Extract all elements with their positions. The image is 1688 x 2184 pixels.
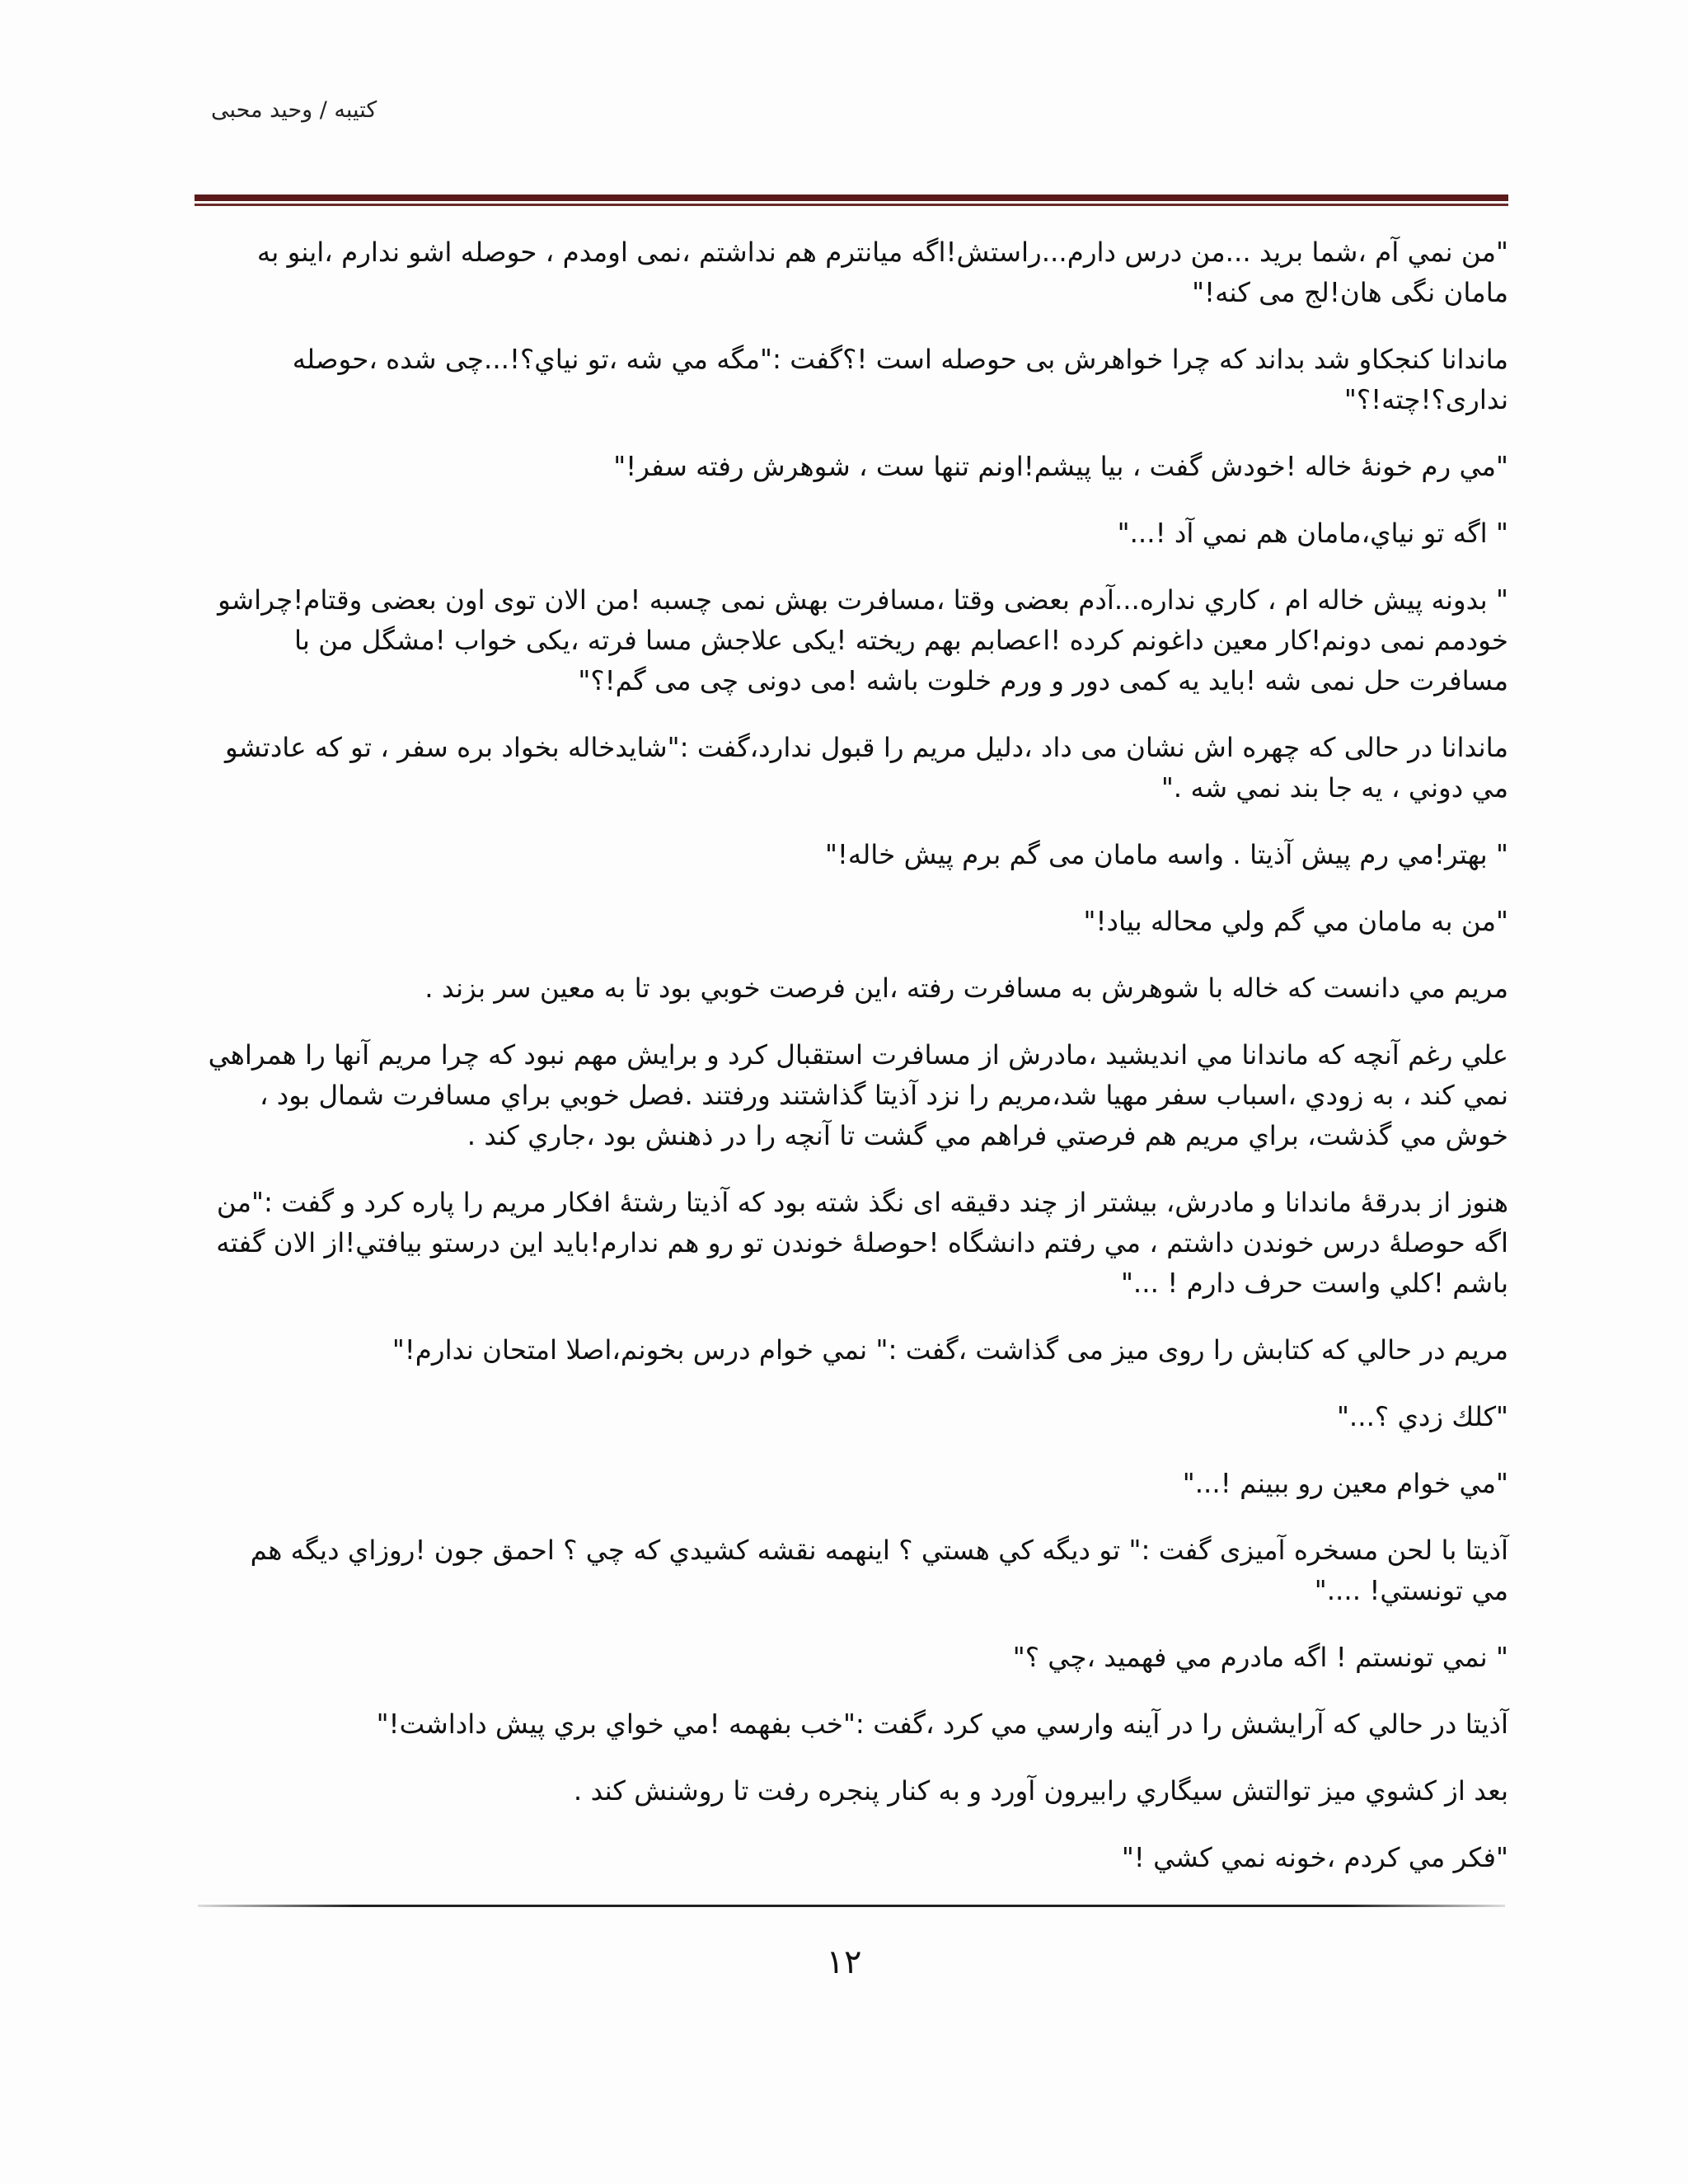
- paragraph: " بهتر!مي رم پیش آذیتا . واسه مامان می گم برم پیش خاله!": [824, 839, 1508, 870]
- paragraph: مریم در حالي که کتابش را روی میز می گذاشت ،گفت :" نمي خوام درس بخونم،اصلا امتحان ندارم!": [392, 1334, 1508, 1366]
- paragraph: بعد از کشوي میز توالتش سیگاري رابیرون آورد و به کنار پنجره رفت تا روشنش کند .: [573, 1775, 1508, 1807]
- paragraph: آذیتا با لحن مسخره آمیزی گفت :" تو دیگه کي هستي ؟ اینهمه نقشه کشیدي که چي ؟ احمق جون !روزاي دیگه هم مي تونستي! ....": [250, 1535, 1508, 1606]
- paragraph: " نمي تونستم ! اگه مادرم مي فهمید ،چي ؟": [1012, 1642, 1508, 1673]
- paragraph: "من نمي آم ،شما بريد ...من درس دارم...راستش!اگه میانترم هم نداشتم ،نمی اومدم ، حوصله اشو ندارم ،اینو به مامان نگی هان!لج می کنه!": [256, 237, 1508, 308]
- paragraph: "مي رم خونۀ خاله !خودش گفت ، بیا پیشم!اونم تنها ست ، شوهرش رفته سفر!": [613, 451, 1508, 482]
- paragraph: "مي خوام معین رو ببینم !...": [1182, 1468, 1508, 1499]
- paragraph: مریم مي دانست که خاله با شوهرش به مسافرت رفته ،این فرصت خوبي بود تا به معین سر بزند .: [424, 972, 1508, 1004]
- body-text: [206, 232, 1508, 1905]
- paragraph: " بدونه پیش خاله ام ، کاري نداره...آدم بعضی وقتا ،مسافرت بهش نمی چسبه !من الان توی اون بعضی وقتام!چراشو خودمم نمی دونم!کار معین داغونم کرده !اعصابم بهم ریخته !یکی علاجش مسا فرته ،یکی خواب !مشگل من با مسافرت حل نمی شه !باید یه کمی دور و ورم خلوت باشه !می دونی چی می گم!؟": [218, 584, 1508, 696]
- footer-rule: [198, 1905, 1505, 1907]
- paragraph: آذیتا در حالي که آرایشش را در آینه وارسي مي کرد ،گفت :"خب بفهمه !مي خواي بري پیش داداشت!": [376, 1708, 1508, 1740]
- paragraph: ماندانا در حالی که چهره اش نشان می داد ،دلیل مریم را قبول ندارد،گفت :"شایدخاله بخواد بره سفر ، تو که عادتشو مي دوني ، یه جا بند نمي شه .": [225, 732, 1508, 804]
- header-rule: [195, 194, 1508, 201]
- paragraph: علي رغم آنچه که ماندانا مي اندیشید ،مادرش از مسافرت استقبال کرد و برایش مهم نبود که چرا مریم آنها را همراهي نمي کند ، به زودي ،اسباب سفر مهیا شد،مریم را نزد آذیتا گذاشتند ورفتند .فصل خوبي براي مسافرت شمال بود ، خوش مي گذشت، براي مریم هم فرصتي فراهم مي گشت تا آنچه را در ذهنش بود ،جاري کند .: [208, 1039, 1508, 1151]
- paragraph: "کلك زدي ؟...": [1336, 1401, 1508, 1432]
- paragraph: "من به مامان مي گم ولي محاله بیاد!": [1083, 906, 1508, 937]
- header-rule-thin: [195, 204, 1508, 206]
- paragraph: "فکر مي کردم ،خونه نمي کشي !": [1121, 1842, 1508, 1873]
- paragraph: " اگه تو نیاي،مامان هم نمي آد !...": [1117, 518, 1508, 549]
- paragraph: ماندانا کنجکاو شد بداند که چرا خواهرش بی حوصله است !؟گفت :"مگه مي شه ،تو نیاي؟!...چی شده ،حوصله نداری؟!چته!؟": [292, 344, 1508, 415]
- page-number: ۱۲: [826, 1943, 862, 1981]
- paragraph: هنوز از بدرقۀ ماندانا و مادرش، بیشتر از چند دقیقه ای نگذ شته بود که آذیتا رشتۀ افکار مریم را پاره کرد و گفت :"من اگه حوصلۀ درس خوندن داشتم ، مي رفتم دانشگاه !حوصلۀ خوندن تو رو هم ندارم!باید این درستو بیافتي!از الان گفته باشم !کلي واست حرف دارم ! ...": [216, 1187, 1508, 1299]
- running-header: کتیبه / وحید محبی: [211, 97, 377, 123]
